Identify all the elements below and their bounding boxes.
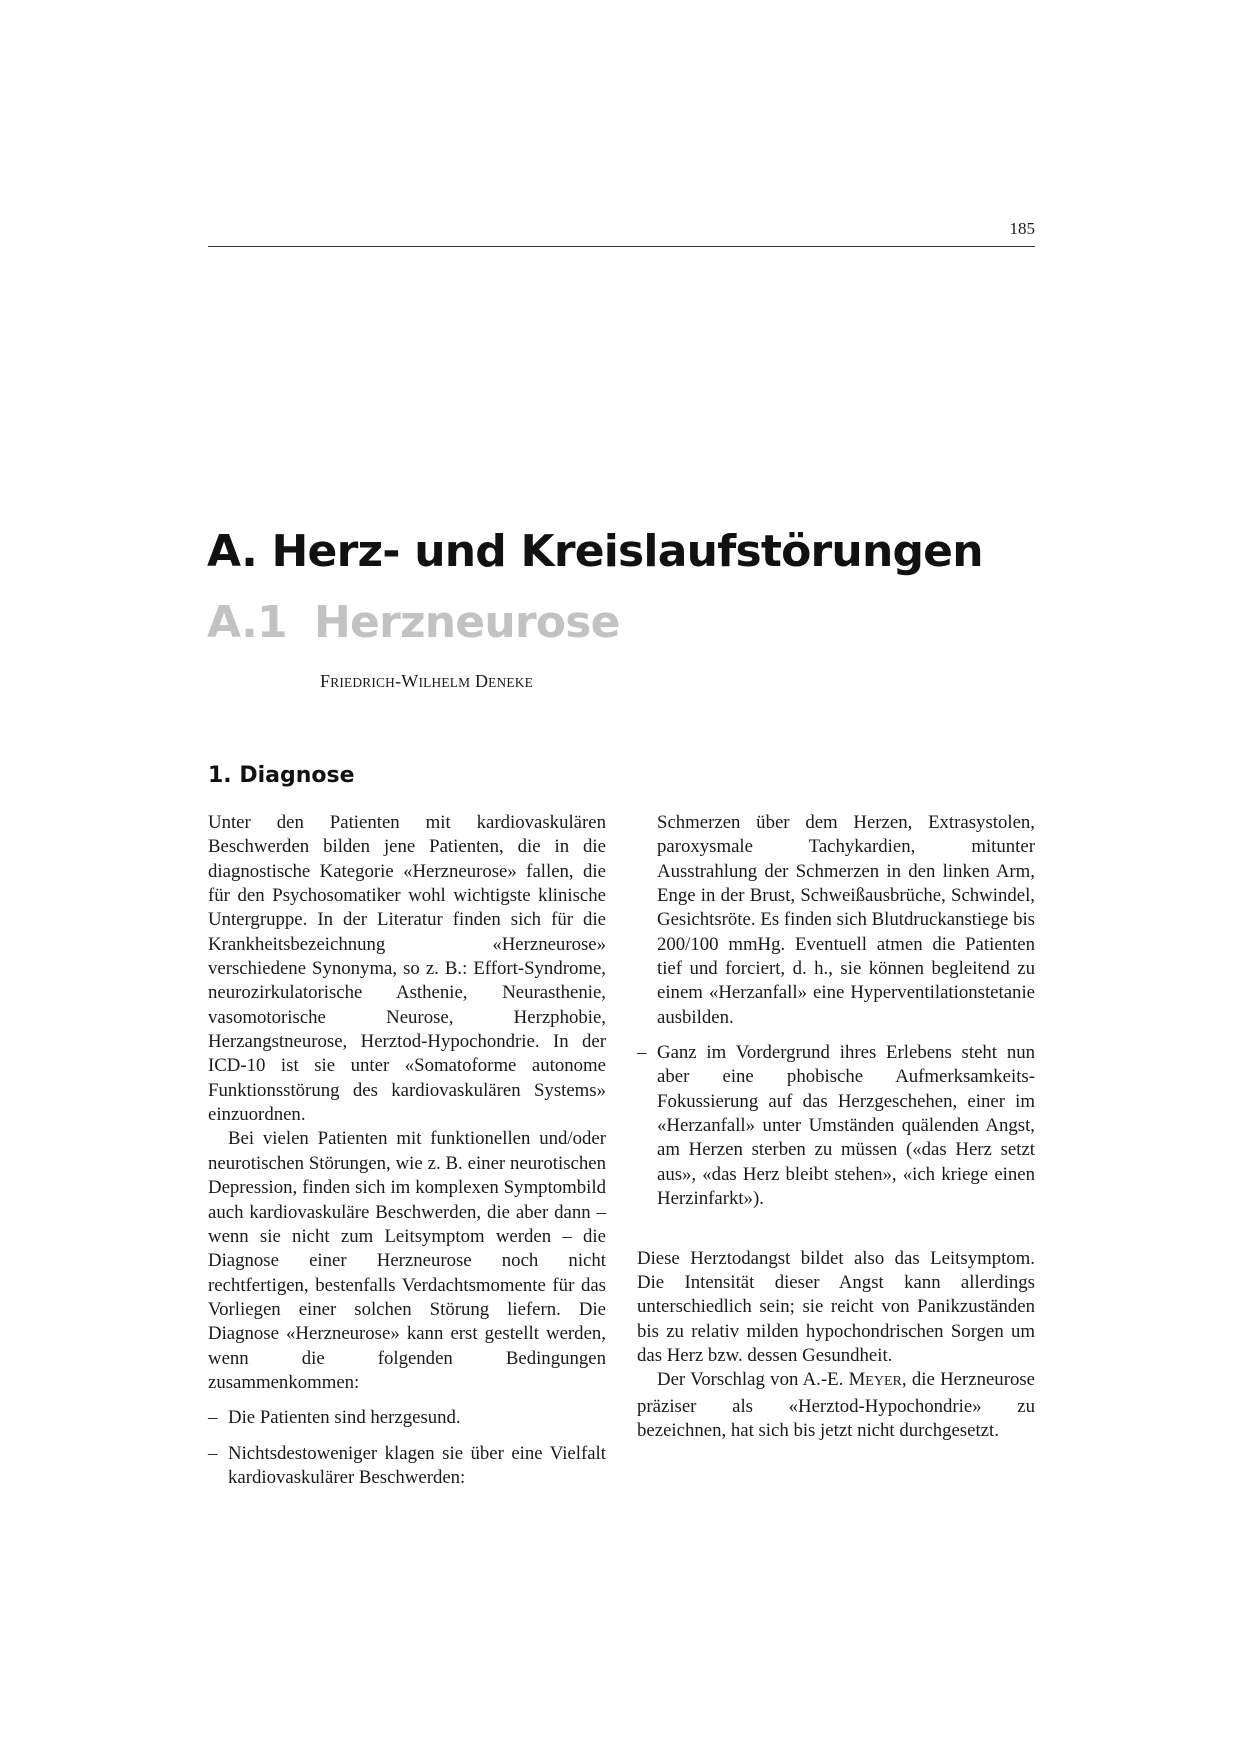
author-initial-3: D bbox=[474, 671, 489, 691]
author-name-initial: M bbox=[848, 1369, 866, 1391]
list-item-1 bbox=[208, 1406, 606, 1430]
list-item-3 bbox=[637, 1041, 1035, 1211]
right-column bbox=[637, 811, 1035, 1443]
left-column bbox=[208, 811, 606, 1490]
author-part-3: ENEKE bbox=[488, 675, 534, 690]
paragraph-4-start: Der Vorschlag von A.-E. bbox=[657, 1369, 849, 1391]
list-item-2 bbox=[208, 1442, 606, 1491]
section-title bbox=[207, 597, 620, 648]
page-number: 185 bbox=[1009, 219, 1035, 238]
list-dash: – bbox=[208, 1407, 218, 1429]
author-initial-1: F bbox=[320, 671, 331, 691]
author-part-1: RIEDRICH bbox=[330, 675, 396, 690]
author bbox=[320, 671, 533, 692]
list-item-2-text: Nichtsdestoweniger klagen sie über eine Vielfalt kardiovaskulärer Beschwerden: bbox=[228, 1442, 606, 1488]
section-title-text: Herzneurose bbox=[314, 597, 620, 648]
list-item-2-continuation: Schmerzen über dem Herzen, Extrasystolen, paroxysmale Tachykardien, mitunter Ausstrahlung der Schmerzen in den linken Arm, Enge in der Brust, Schweißausbrüche, Schwindel, Gesichtsröte. Es finden sich Blutdruckanstiege bis 200/100 mmHg. Eventuell atmen die Patienten tief und forciert, d. h., sie können begleitend zu einem «Herzanfall» eine Hyperventilationstetanie ausbilden. bbox=[657, 812, 1035, 1028]
author-hyphen: - bbox=[395, 671, 402, 691]
list-dash: – bbox=[208, 1442, 218, 1464]
list-item-1-text: Die Patienten sind herzgesund. bbox=[228, 1407, 461, 1429]
section-number: A.1 bbox=[207, 597, 287, 648]
author-name-rest: EYER bbox=[865, 1374, 902, 1390]
paragraph-3: Diese Herztodangst bildet also das Leitsymptom. Die Intensität dieser Angst kann allerdings unterschiedlich sein; sie reicht von Panikzuständen bis zu relativ milden hypochondrischen Sorgen um das Herz bzw. dessen Gesundheit. bbox=[637, 1247, 1035, 1366]
paragraph-4 bbox=[637, 1368, 1035, 1443]
list-item-3-text: Ganz im Vordergrund ihres Erlebens steht nun aber eine phobische Aufmerksamkeits-Fokussierung auf das Herzgeschehen, einer im «Herzanfall» unter Umständen quälenden Angst, am Herzen sterben zu müssen («das Herz setzt aus», «das Herz bleibt stehen», «ich kriege einen Herzinfarkt»). bbox=[657, 1042, 1035, 1210]
author-initial-2: W bbox=[401, 671, 419, 691]
header-rule bbox=[208, 246, 1035, 247]
diagnose-heading: 1. Diagnose bbox=[208, 763, 355, 788]
paragraph-2: Bei vielen Patienten mit funktionellen und/oder neurotischen Störungen, wie z. B. einer neurotischen Depression, finden sich im komplexen Symptombild auch kardiovaskuläre Beschwerden, die aber dann – wenn sie nicht zum Leitsymptom werden – die Diagnose einer Herzneurose noch nicht rechtfertigen, bestenfalls Verdachtsmomente für das Vorliegen einer solchen Störung liefern. Die Diagnose «Herzneurose» kann erst gestellt werden, wenn die folgenden Bedingungen zusammenkommen: bbox=[208, 1128, 606, 1393]
paragraph-1: Unter den Patienten mit kardiovaskulären Beschwerden bilden jene Patienten, die in die diagnostische Kategorie «Herzneurose» fallen, die für den Psychosomatiker wohl wichtigste klinische Untergruppe. In der Literatur finden sich für die Krankheitsbezeichnung «Herzneurose» verschiedene Synonyma, so z. B.: Effort-Syndrome, neurozirkulatorische Asthenie, Neurasthenie, vasomotorische Neurose, Herzphobie, Herzangstneurose, Herztod-Hypochondrie. In der ICD-10 ist sie unter «Somatoforme autonome Funktionsstörung des kardiovaskulären Systems» einzuordnen. bbox=[208, 812, 606, 1126]
chapter-title: A. Herz- und Kreislaufstörungen bbox=[207, 526, 983, 577]
author-part-2: ILHELM bbox=[418, 675, 471, 690]
paragraph-4-end: , die Herzneurose präziser als «Herztod-Hypochondrie» zu bezeichnen, hat sich bis jetzt nicht durchgesetzt. bbox=[637, 1369, 1035, 1441]
list-dash: – bbox=[637, 1042, 647, 1064]
